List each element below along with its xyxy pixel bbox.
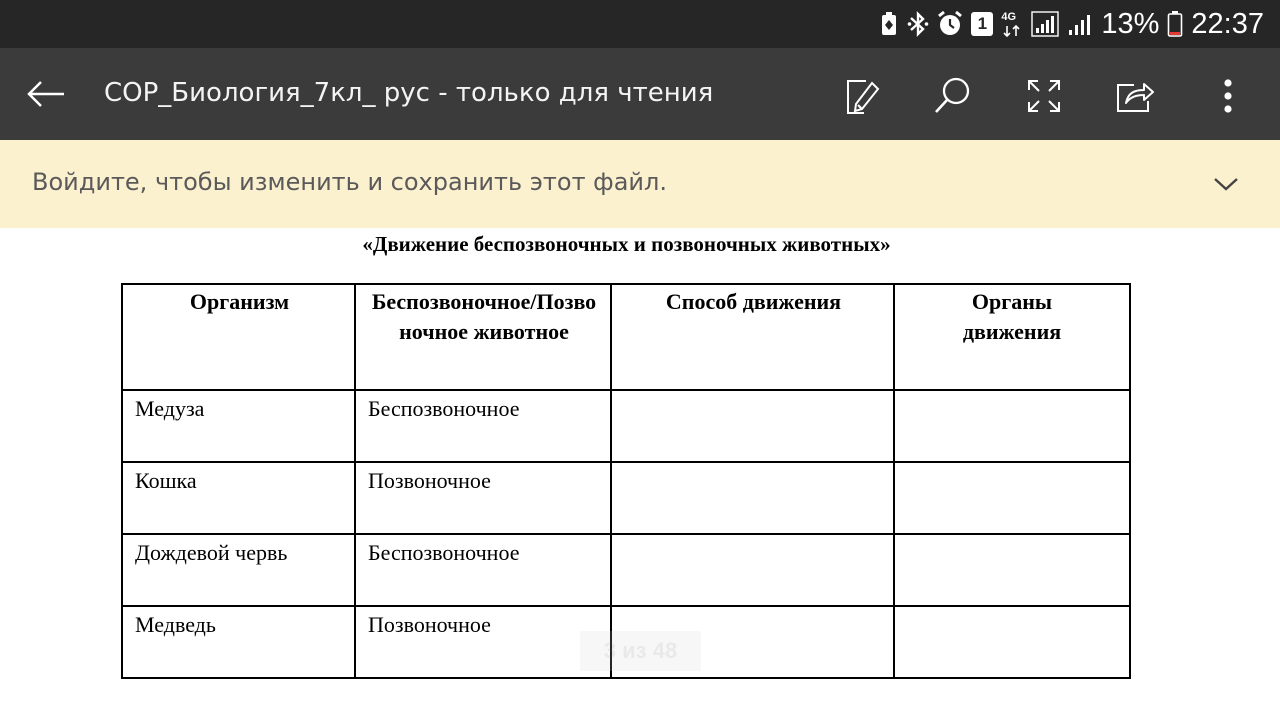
sign-in-banner[interactable] [0,140,1280,228]
organism-cell: Дождевой червь [122,534,355,606]
animal-type-cell: Позвоночное [355,462,611,534]
more-vertical-icon [1222,78,1234,114]
signal-strength-icon-1 [1031,10,1059,38]
movement-method-cell [611,462,894,534]
network-type-icon: 4G [1001,10,1023,38]
clock: 22:37 [1191,7,1264,40]
fullscreen-icon [1025,77,1063,115]
document-view[interactable] [0,228,1280,720]
animal-type-cell: Беспозвоночное [355,390,611,462]
column-header: Организм [122,284,355,390]
column-header: Способ движения [611,284,894,390]
more-options-button[interactable] [1204,72,1252,120]
organism-cell: Медведь [122,606,355,678]
status-bar [0,0,1280,48]
sim-slot-icon [971,12,993,36]
chevron-down-icon [1213,176,1239,192]
alarm-icon [937,10,963,38]
table-row [122,462,1130,534]
movement-organs-cell [894,606,1130,678]
column-header: Органы движения [894,284,1130,390]
movement-organs-cell [894,390,1130,462]
battery-icon [1167,10,1183,38]
battery-percent: 13% [1101,7,1160,40]
search-icon [932,76,972,116]
organism-table [121,283,1131,679]
bluetooth-icon [907,10,929,38]
organism-cell: Кошка [122,462,355,534]
back-button[interactable] [22,70,70,118]
battery-saver-icon [879,11,899,37]
edit-pencil-icon [842,75,882,117]
status-icons [879,0,1264,48]
animal-type-cell: Беспозвоночное [355,534,611,606]
arrow-left-icon [26,79,66,109]
share-icon [1114,77,1156,115]
column-header: Беспозвоночное/Позвоночное животное [355,284,611,390]
search-button[interactable] [928,72,976,120]
movement-method-cell [611,534,894,606]
organism-cell: Медуза [122,390,355,462]
animal-type-cell: Позвоночное [355,606,611,678]
page-indicator: 3 из 48 [580,631,701,671]
sim-slot-number: 1 [977,14,988,33]
share-button[interactable] [1111,72,1159,120]
table-row [122,390,1130,462]
banner-expand-button[interactable] [1204,162,1248,206]
table-header-row [122,284,1130,390]
app-bar [0,48,1280,140]
movement-organs-cell [894,462,1130,534]
document-title: СОР_Биология_7кл_ рус - только для чтения [104,78,714,108]
banner-message[interactable]: Войдите, чтобы изменить и сохранить этот файл. [32,168,667,196]
edit-button[interactable] [838,72,886,120]
signal-strength-icon-2 [1067,10,1093,38]
movement-organs-cell [894,534,1130,606]
table-row [122,534,1130,606]
fullscreen-button[interactable] [1020,72,1068,120]
document-heading: «Движение беспозвоночных и позвоночных животных» [362,232,891,256]
movement-method-cell [611,390,894,462]
